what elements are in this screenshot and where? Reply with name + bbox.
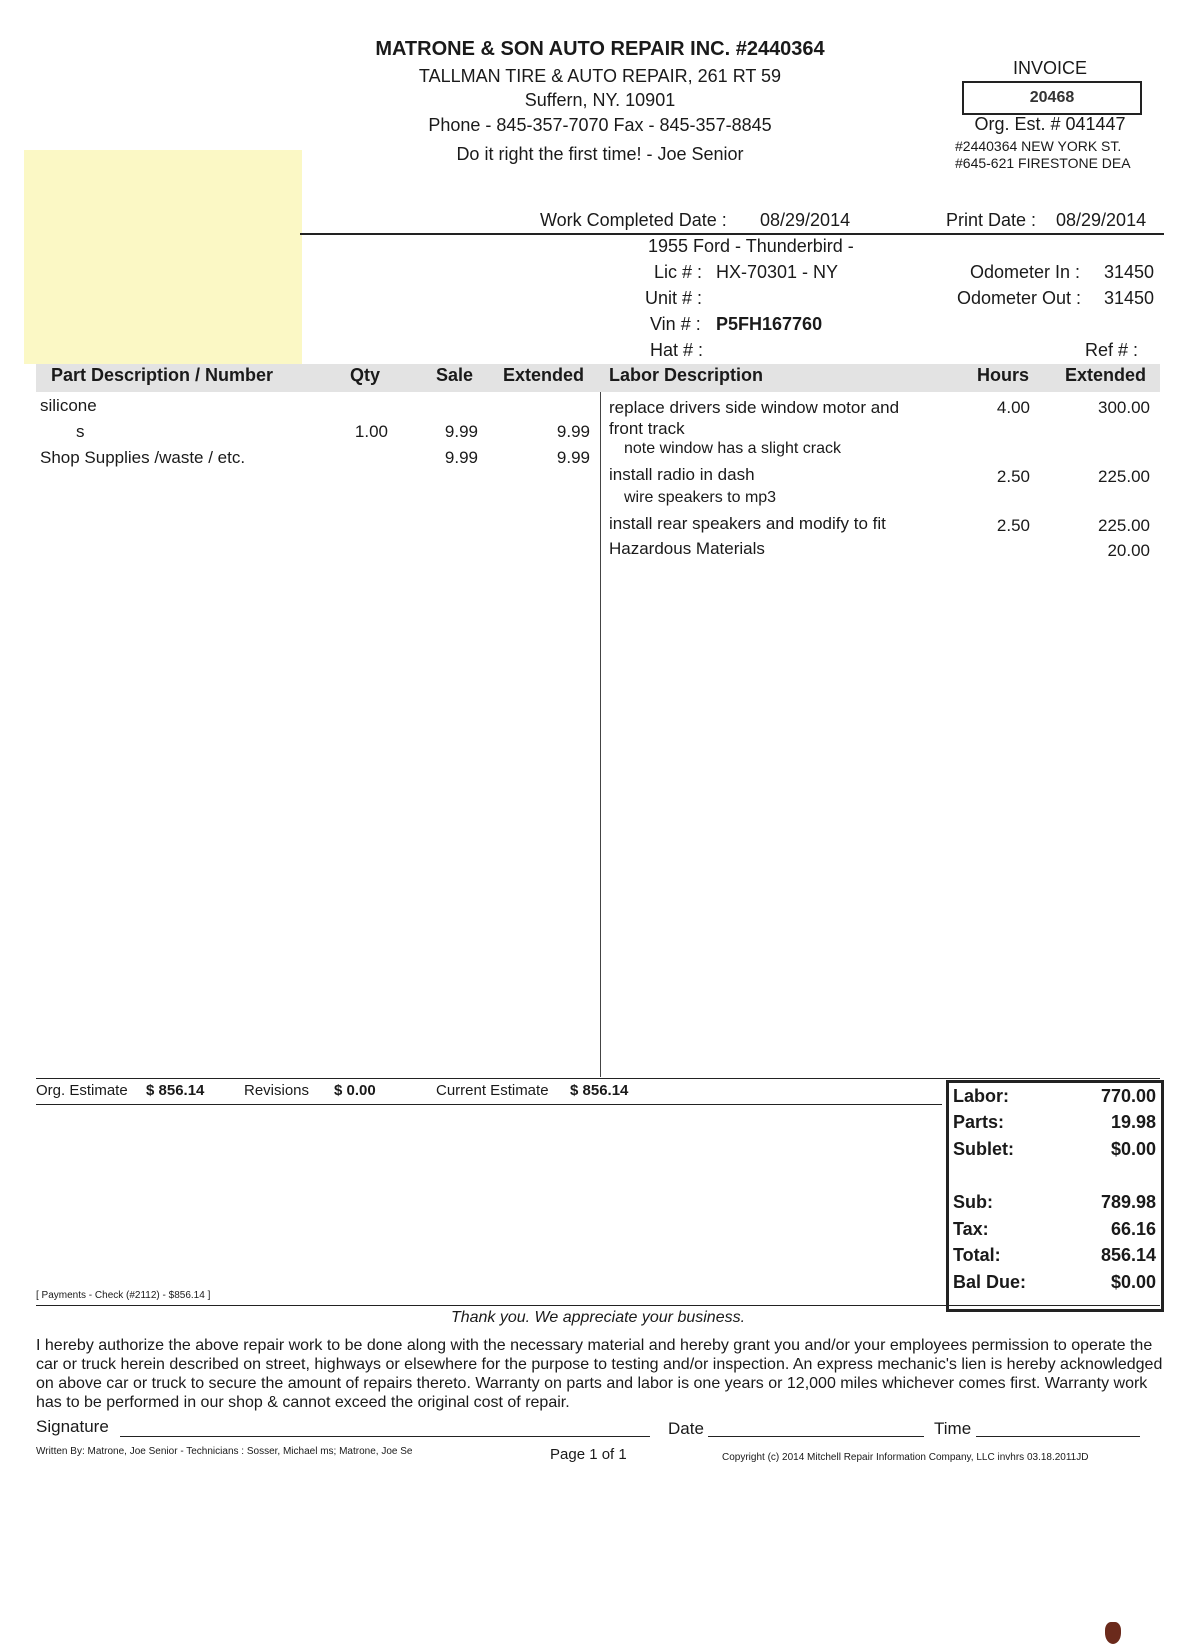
labor-row-7-extended: 20.00 bbox=[1107, 541, 1150, 560]
odometer-in: 31450 bbox=[1103, 262, 1154, 282]
written-by: Written By: Matrone, Joe Senior - Technicians : Sosser, Michael ms; Matrone, Joe Se bbox=[36, 1446, 413, 1457]
grand-total-label: Total: bbox=[953, 1245, 1001, 1265]
sublet-total-value: $0.00 bbox=[1110, 1139, 1156, 1159]
tax-value: 66.16 bbox=[1110, 1219, 1156, 1239]
labor-row-1-desc: replace drivers side window motor and bbox=[609, 398, 900, 417]
sticky-note bbox=[24, 150, 302, 364]
hat-label: Hat # : bbox=[650, 340, 704, 360]
revisions-label: Revisions bbox=[244, 1082, 310, 1099]
labor-row-2-desc: front track bbox=[609, 419, 685, 438]
signature-label: Signature bbox=[36, 1417, 109, 1436]
shop-name: MATRONE & SON AUTO REPAIR INC. #2440364 bbox=[375, 38, 825, 60]
labor-header-description: Labor Description bbox=[609, 365, 764, 385]
labor-row-4-desc: install radio in dash bbox=[609, 465, 755, 484]
vin-label: Vin # : bbox=[650, 314, 701, 334]
labor-row-6-extended: 225.00 bbox=[1098, 516, 1150, 535]
date-label: Date bbox=[668, 1419, 704, 1438]
time-line[interactable] bbox=[976, 1436, 1140, 1437]
labor-row-1-hours: 4.00 bbox=[996, 398, 1030, 417]
page-number: Page 1 of 1 bbox=[550, 1446, 627, 1463]
balance-due-value: $0.00 bbox=[1110, 1272, 1156, 1292]
labor-row-4-extended: 225.00 bbox=[1098, 467, 1150, 486]
grand-total-value: 856.14 bbox=[1100, 1245, 1156, 1265]
part-row-2-sale: 9.99 bbox=[444, 422, 478, 441]
authorization-text: I hereby authorize the above repair work to be done along with the necessary material and hereby grant you and/or your employees permission to operate the car or truck herein described on street, highways or elsewhere for the purpose to testing and/or inspection. An express mechanic's lien is hereby acknowledged on above car or truck to secure the amount of repairs thereto. Warranty on parts and labor is one years or 12,000 miles whichever comes first. Warranty work has to be performed in our shop & cannot exceed the original cost of repair. bbox=[36, 1337, 1163, 1411]
current-estimate-label: Current Estimate bbox=[436, 1082, 549, 1099]
ref-label: Ref # : bbox=[1085, 340, 1139, 360]
shop-city-line: Suffern, NY. 10901 bbox=[524, 90, 676, 110]
tax-label: Tax: bbox=[953, 1219, 989, 1239]
part-row-2-extended: 9.99 bbox=[556, 422, 590, 441]
part-row-1-desc: silicone bbox=[40, 396, 97, 415]
odometer-out-label: Odometer Out : bbox=[957, 288, 1082, 308]
print-date: 08/29/2014 bbox=[1056, 210, 1147, 230]
subtotal-label: Sub: bbox=[953, 1192, 993, 1212]
labor-row-3-desc: note window has a slight crack bbox=[624, 440, 841, 457]
odometer-in-label: Odometer In : bbox=[970, 262, 1081, 282]
copyright: Copyright (c) 2014 Mitchell Repair Information Company, LLC invhrs 03.18.2011JD bbox=[722, 1452, 1089, 1463]
vehicle-description: 1955 Ford - Thunderbird - bbox=[648, 236, 854, 256]
labor-header-hours: Hours bbox=[977, 365, 1030, 385]
unit-label: Unit # : bbox=[645, 288, 703, 308]
license-plate: HX-70301 - NY bbox=[716, 262, 839, 282]
part-row-3-sale: 9.99 bbox=[444, 448, 478, 467]
original-estimate-number: Org. Est. # 041447 bbox=[974, 114, 1126, 134]
license-line-2: #645-621 FIRESTONE DEA bbox=[955, 155, 1131, 171]
labor-header-extended: Extended bbox=[1065, 365, 1147, 385]
totals-bottom-divider bbox=[36, 1305, 1160, 1306]
thank-you-message: Thank you. We appreciate your business. bbox=[450, 1309, 746, 1326]
signature-line[interactable] bbox=[120, 1436, 650, 1437]
labor-row-1-extended: 300.00 bbox=[1098, 398, 1150, 417]
balance-due-label: Bal Due: bbox=[953, 1272, 1027, 1292]
current-estimate-value: $ 856.14 bbox=[570, 1082, 629, 1099]
invoice-label: INVOICE bbox=[1012, 58, 1087, 78]
org-estimate-label: Org. Estimate bbox=[36, 1082, 128, 1099]
column-divider bbox=[600, 392, 601, 1077]
subtotal-value: 789.98 bbox=[1100, 1192, 1156, 1212]
print-date-label: Print Date : bbox=[946, 210, 1037, 230]
labor-row-6-hours: 2.50 bbox=[996, 516, 1030, 535]
stain-mark bbox=[1105, 1622, 1121, 1644]
shop-slogan: Do it right the first time! - Joe Senior bbox=[456, 144, 744, 164]
parts-header-qty: Qty bbox=[350, 365, 381, 385]
part-row-3-extended: 9.99 bbox=[556, 448, 590, 467]
part-row-3-desc: Shop Supplies /waste / etc. bbox=[40, 448, 246, 467]
shop-phone-line: Phone - 845-357-7070 Fax - 845-357-8845 bbox=[428, 115, 772, 135]
work-completed-date: 08/29/2014 bbox=[760, 210, 851, 230]
labor-total-label: Labor: bbox=[953, 1086, 1009, 1106]
odometer-out: 31450 bbox=[1103, 288, 1154, 308]
part-row-2-qty: 1.00 bbox=[354, 422, 388, 441]
license-line-1: #2440364 NEW YORK ST. bbox=[955, 138, 1122, 154]
sublet-total-label: Sublet: bbox=[953, 1139, 1014, 1159]
shop-address-line: TALLMAN TIRE & AUTO REPAIR, 261 RT 59 bbox=[418, 66, 782, 86]
time-label: Time bbox=[934, 1419, 972, 1438]
payments-note: [ Payments - Check (#2112) - $856.14 ] bbox=[36, 1290, 211, 1301]
parts-total-value: 19.98 bbox=[1110, 1112, 1156, 1132]
part-row-2-desc: s bbox=[76, 422, 85, 441]
invoice-number: 20468 bbox=[962, 81, 1142, 115]
labor-row-4-hours: 2.50 bbox=[996, 467, 1030, 486]
header-divider bbox=[300, 233, 1164, 235]
parts-header-description: Part Description / Number bbox=[51, 365, 274, 385]
vin-number: P5FH167760 bbox=[716, 314, 823, 334]
labor-total-value: 770.00 bbox=[1100, 1086, 1156, 1106]
labor-row-5-desc: wire speakers to mp3 bbox=[624, 489, 777, 506]
labor-row-6-desc: install rear speakers and modify to fit bbox=[609, 514, 886, 533]
parts-header-extended: Extended bbox=[503, 365, 585, 385]
labor-row-7-desc: Hazardous Materials bbox=[609, 539, 765, 558]
org-estimate-value: $ 856.14 bbox=[146, 1082, 205, 1099]
parts-header-sale: Sale bbox=[436, 365, 474, 385]
work-completed-label: Work Completed Date : bbox=[540, 210, 727, 230]
estimate-top-divider bbox=[36, 1078, 1160, 1079]
parts-total-label: Parts: bbox=[953, 1112, 1005, 1132]
date-line[interactable] bbox=[708, 1436, 924, 1437]
revisions-value: $ 0.00 bbox=[334, 1082, 376, 1099]
estimate-bottom-divider bbox=[36, 1104, 942, 1105]
license-plate-label: Lic # : bbox=[654, 262, 703, 282]
